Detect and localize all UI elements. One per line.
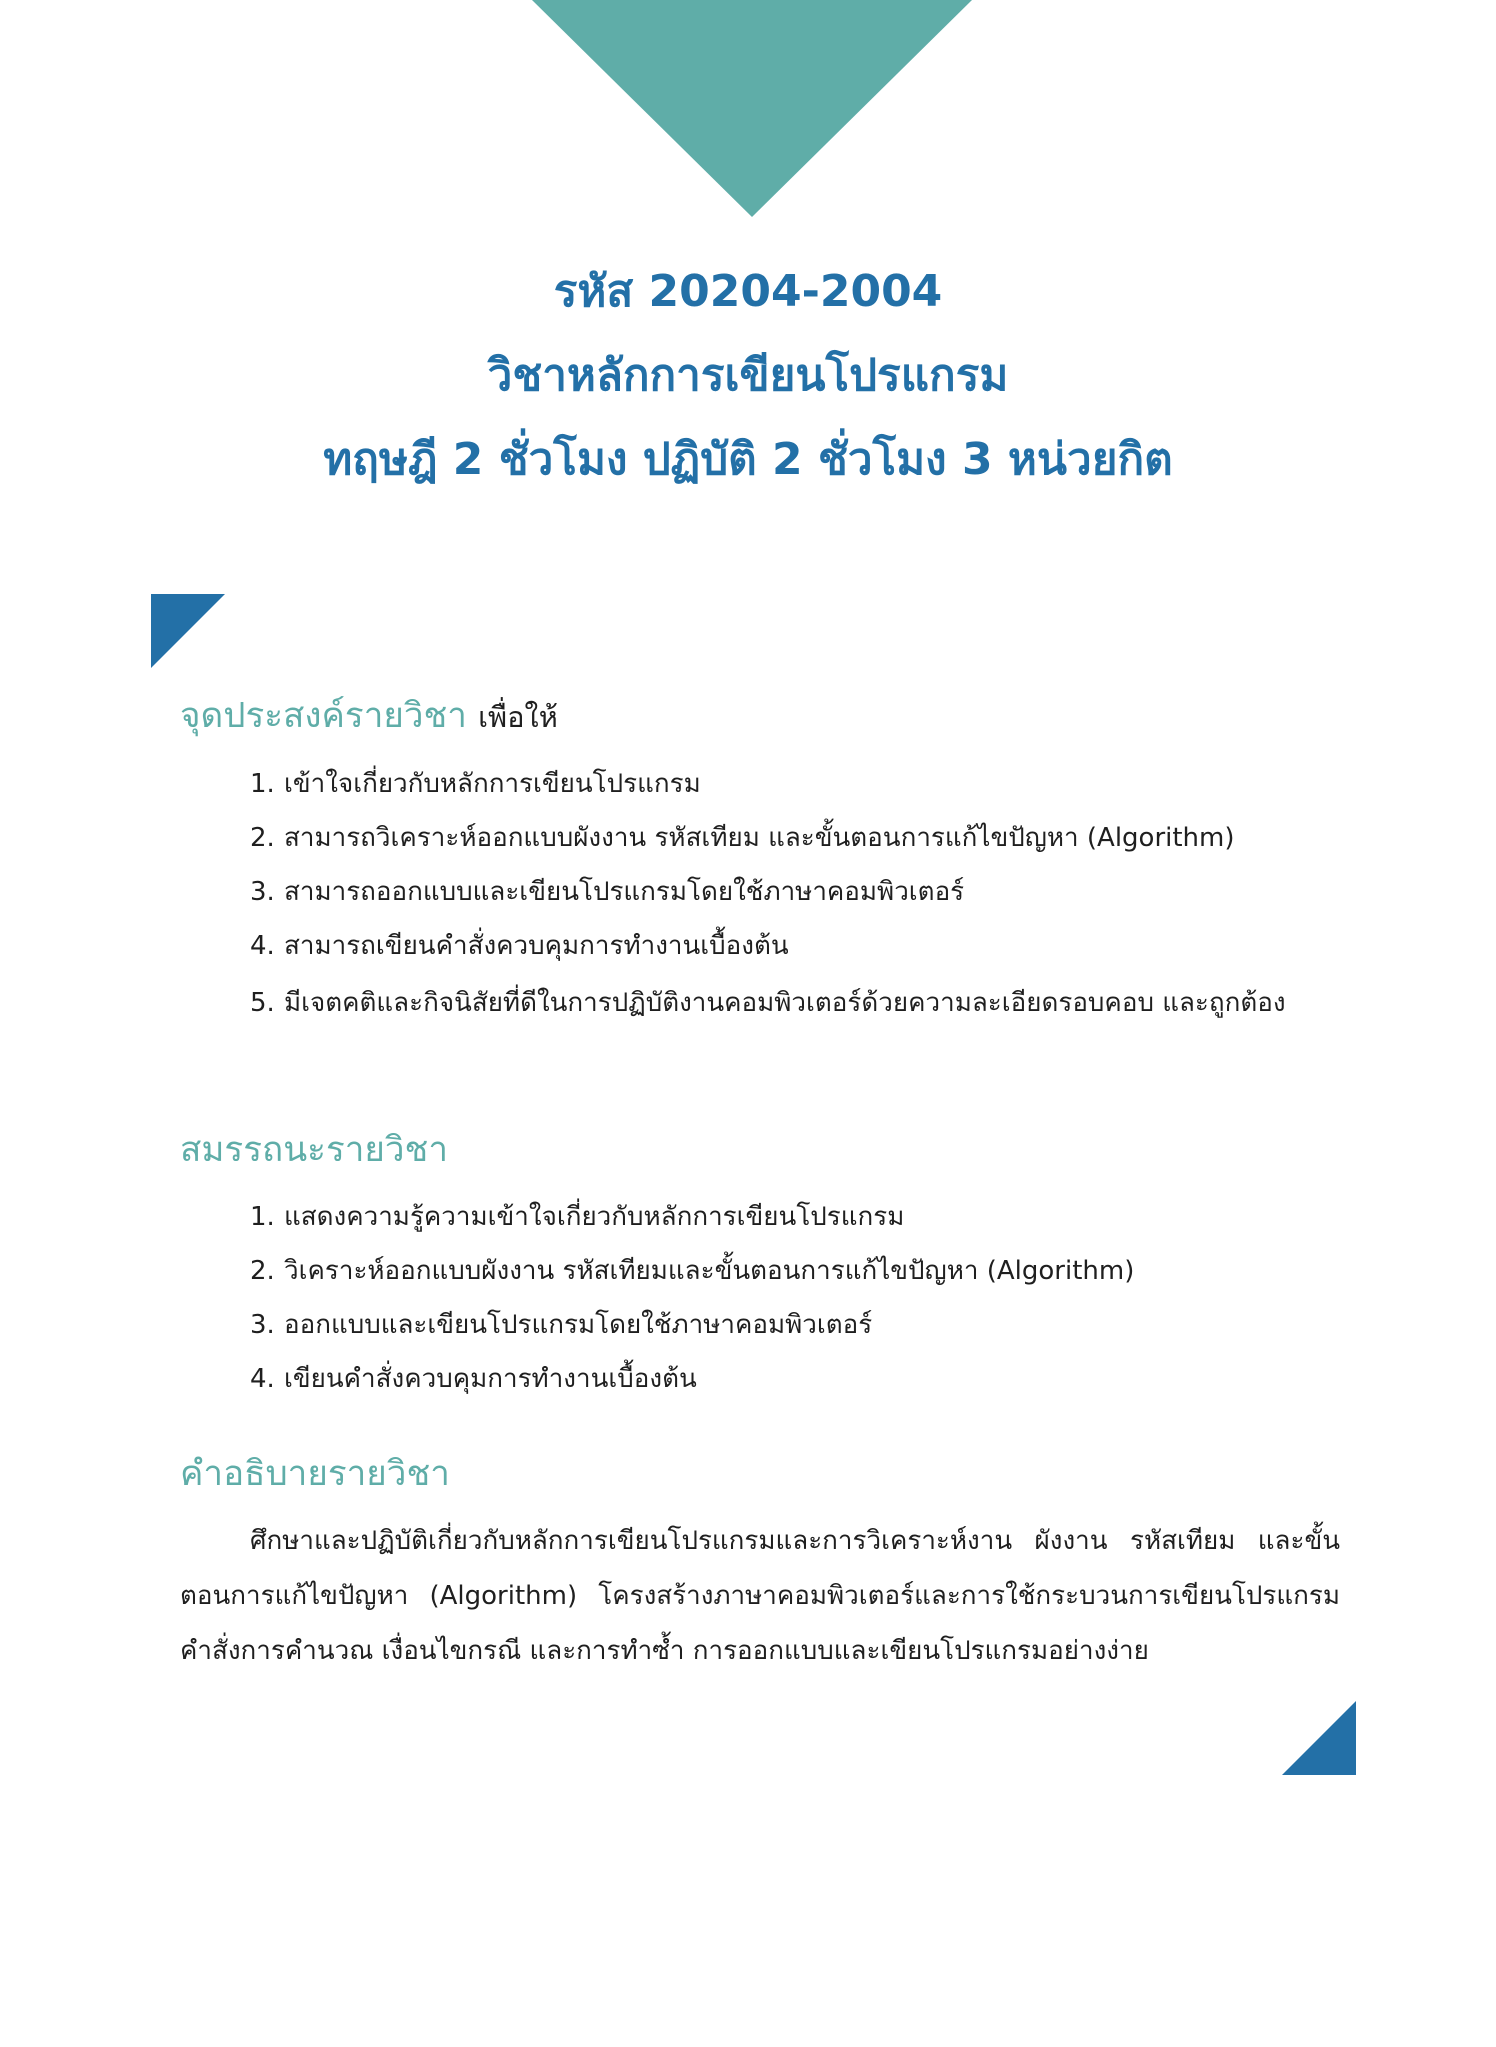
description-heading: คำอธิบายรายวิชา <box>180 1454 450 1494</box>
list-item-text: สามารถวิเคราะห์ออกแบบผังงาน รหัสเทียม และขั้นตอนการแก้ไขปัญหา (Algorithm) <box>284 823 1235 853</box>
list-item-number: 3. <box>250 877 275 907</box>
list-item-number: 4. <box>250 931 275 961</box>
list-item <box>180 1352 1340 1406</box>
list-item-number: 5. <box>250 988 275 1018</box>
list-item <box>180 919 1340 973</box>
list-item <box>180 973 1340 1033</box>
course-name-title: วิชาหลักการเขียนโปรแกรม <box>487 350 1009 401</box>
list-item <box>180 1190 1340 1244</box>
list-item <box>180 865 1340 919</box>
list-item-number: 1. <box>250 769 275 799</box>
list-item-text: ออกแบบและเขียนโปรแกรมโดยใช้ภาษาคอมพิวเตอร์ <box>284 1310 873 1340</box>
list-item-number: 1. <box>250 1202 275 1232</box>
list-item-number: 4. <box>250 1364 275 1394</box>
list-item-text: สามารถออกแบบและเขียนโปรแกรมโดยใช้ภาษาคอมพิวเตอร์ <box>284 877 965 907</box>
description-paragraph: ศึกษาและปฏิบัติเกี่ยวกับหลักการเขียนโปรแกรมและการวิเคราะห์งาน ผังงาน รหัสเทียม และขั้นตอนการแก้ไขปัญหา (Algorithm) โครงสร้างภาษาคอมพิวเตอร์และการใช้กระบวนการเขียนโปรแกรม คำสั่งการคำนวณ เงื่อนไขกรณี และการทำซ้ำ การออกแบบและเขียนโปรแกรมอย่างง่าย <box>180 1526 1340 1666</box>
objectives-heading-text: จุดประสงค์รายวิชา <box>180 696 467 736</box>
course-title-block <box>0 250 1496 502</box>
list-item-text: เข้าใจเกี่ยวกับหลักการเขียนโปรแกรม <box>284 769 701 799</box>
course-hours-title: ทฤษฎี 2 ชั่วโมง ปฏิบัติ 2 ชั่วโมง 3 หน่วยกิต <box>323 434 1173 485</box>
objectives-heading-suffix: เพื่อให้ <box>478 700 558 734</box>
objectives-section <box>180 690 1340 1033</box>
list-item <box>180 811 1340 865</box>
corner-triangle-top-left <box>151 594 225 668</box>
description-section <box>180 1448 1340 1679</box>
list-item-text: สามารถเขียนคำสั่งควบคุมการทำงานเบื้องต้น <box>284 931 789 961</box>
list-item-number: 2. <box>250 1256 275 1286</box>
top-triangle-decoration <box>532 0 972 217</box>
corner-triangle-bottom-right <box>1282 1701 1356 1775</box>
competencies-heading: สมรรถนะรายวิชา <box>180 1130 448 1170</box>
list-item-number: 3. <box>250 1310 275 1340</box>
course-code-title: รหัส 20204-2004 <box>553 266 943 317</box>
list-item-number: 2. <box>250 823 275 853</box>
competencies-list <box>180 1190 1340 1406</box>
list-item-text: มีเจตคติและกิจนิสัยที่ดีในการปฏิบัติงานคอมพิวเตอร์ด้วยความละเอียดรอบคอบ และถูกต้อง <box>284 988 1286 1018</box>
objectives-list <box>180 757 1340 1033</box>
list-item-text: แสดงความรู้ความเข้าใจเกี่ยวกับหลักการเขียนโปรแกรม <box>284 1202 905 1232</box>
list-item-text: วิเคราะห์ออกแบบผังงาน รหัสเทียมและขั้นตอนการแก้ไขปัญหา (Algorithm) <box>284 1256 1135 1286</box>
objectives-heading <box>180 690 1340 743</box>
list-item <box>180 1244 1340 1298</box>
list-item-text: เขียนคำสั่งควบคุมการทำงานเบื้องต้น <box>284 1364 697 1394</box>
list-item <box>180 757 1340 811</box>
competencies-section <box>180 1124 1340 1406</box>
list-item <box>180 1298 1340 1352</box>
